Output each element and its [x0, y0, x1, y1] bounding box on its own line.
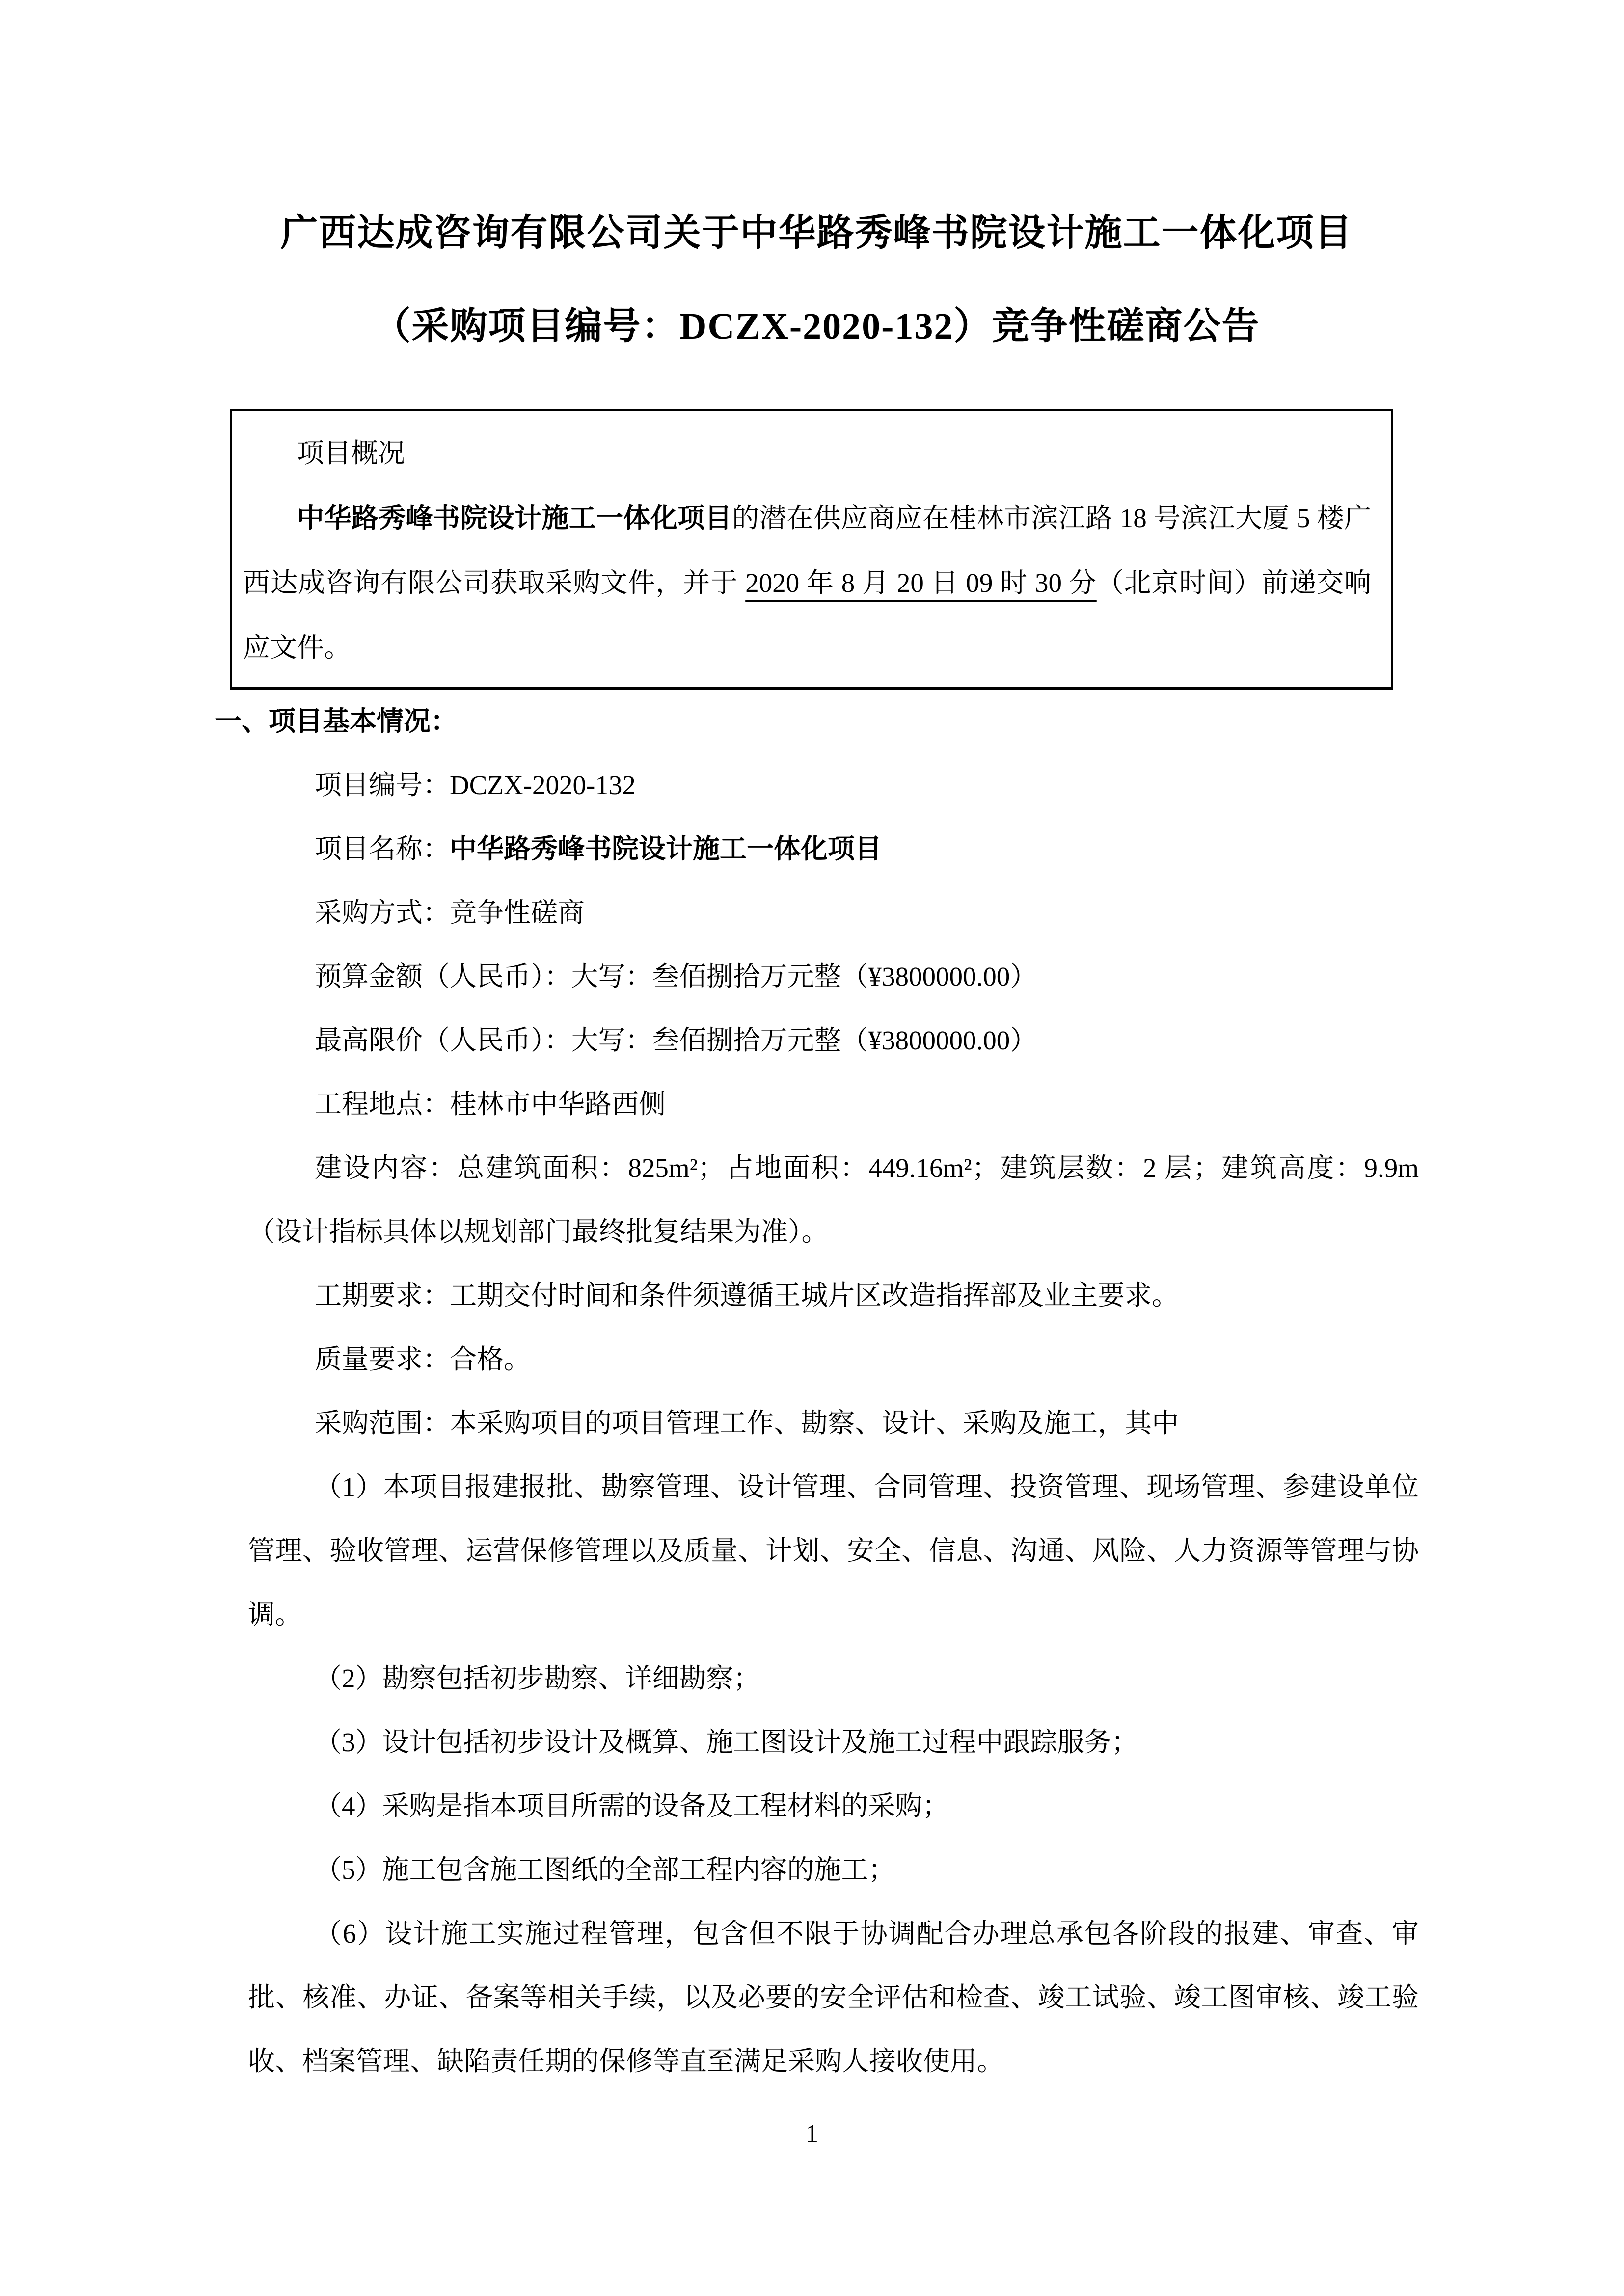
item-project-number-label: 项目编号： [315, 770, 450, 800]
item-construction-content [248, 1136, 1419, 1264]
item-project-name [248, 817, 1419, 881]
item-quality-requirement-label: 质量要求： [315, 1344, 450, 1374]
item-max-price-value: 大写：叁佰捌拾万元整（¥3800000.00） [571, 1025, 1037, 1055]
overview-deadline-underlined: 2020 年 8 月 20 日 09 时 30 分 [745, 568, 1097, 598]
item-construction-content-value: 总建筑面积：825m²；占地面积：449.16m²；建筑层数：2 层；建筑高度：9.9m（设计指标具体以规划部门最终批复结果为准）。 [248, 1153, 1419, 1247]
item-construction-content-label: 建设内容： [315, 1153, 458, 1183]
item-budget-amount-value: 大写：叁佰捌拾万元整（¥3800000.00） [571, 961, 1037, 991]
item-schedule-requirement-label: 工期要求： [315, 1281, 450, 1310]
scope-item-3: （3）设计包括初步设计及概算、施工图设计及施工过程中跟踪服务； [315, 1727, 1138, 1757]
overview-project-name: 中华路秀峰书院设计施工一体化项目 [297, 503, 732, 533]
item-schedule-requirement [248, 1264, 1419, 1328]
item-quality-requirement [248, 1328, 1419, 1391]
overview-text-after-deadline: （北京时间）前递交响应文件。 [243, 568, 1371, 663]
item-project-location-value: 桂林市中华路西侧 [450, 1089, 666, 1119]
section1-heading: 一、项目基本情况： [215, 706, 458, 736]
item-project-location [248, 1072, 1419, 1136]
item-procurement-method-value: 竞争性磋商 [450, 898, 585, 928]
item-project-name-value: 中华路秀峰书院设计施工一体化项目 [450, 834, 882, 864]
overview-paragraph [243, 486, 1371, 680]
item-project-number [248, 753, 1419, 817]
overview-text-before-deadline: 的潜在供应商应在桂林市滨江路 18 号滨江大厦 5 楼广西达成咨询有限公司获取采购文件，并于 [243, 503, 1371, 598]
item-procurement-scope [248, 1391, 1419, 1455]
item-project-location-label: 工程地点： [315, 1089, 450, 1119]
document-title-line2: （采购项目编号：DCZX-2020-132）竞争性磋商公告 [373, 306, 1260, 347]
item-procurement-method [248, 881, 1419, 945]
item-project-number-value: DCZX-2020-132 [450, 770, 636, 800]
scope-item-6: （6）设计施工实施过程管理，包含但不限于协调配合办理总承包各阶段的报建、审查、审批、核准、办证、备案等相关手续，以及必要的安全评估和检查、竣工试验、竣工图审核、竣工验收、档案管理、缺陷责任期的保修等直至满足采购人接收使用。 [248, 1919, 1419, 2076]
document-title-line1: 广西达成咨询有限公司关于中华路秀峰书院设计施工一体化项目 [280, 213, 1353, 254]
scope-item-1: （1）本项目报建报批、勘察管理、设计管理、合同管理、投资管理、现场管理、参建设单位管理、验收管理、运营保修管理以及质量、计划、安全、信息、沟通、风险、人力资源等管理与协调。 [248, 1472, 1419, 1629]
item-max-price [248, 1009, 1419, 1072]
item-project-name-label: 项目名称： [315, 834, 450, 864]
scope-item-5: （5）施工包含施工图纸的全部工程内容的施工； [315, 1855, 895, 1885]
scope-item-4: （4）采购是指本项目所需的设备及工程材料的采购； [315, 1791, 949, 1821]
item-budget-amount-label: 预算金额（人民币）： [315, 961, 571, 991]
scope-item-2: （2）勘察包括初步勘察、详细勘察； [315, 1663, 760, 1693]
item-max-price-label: 最高限价（人民币）： [315, 1025, 571, 1055]
item-quality-requirement-value: 合格。 [450, 1344, 531, 1374]
project-overview-box [230, 409, 1393, 690]
item-schedule-requirement-value: 工期交付时间和条件须遵循王城片区改造指挥部及业主要求。 [450, 1281, 1179, 1310]
item-procurement-method-label: 采购方式： [315, 898, 450, 928]
item-budget-amount [248, 945, 1419, 1009]
item-procurement-scope-label: 采购范围： [315, 1408, 450, 1438]
page-number: 1 [806, 2120, 818, 2148]
item-procurement-scope-value: 本采购项目的项目管理工作、勘察、设计、采购及施工，其中 [450, 1408, 1179, 1438]
overview-heading: 项目概况 [297, 438, 406, 468]
